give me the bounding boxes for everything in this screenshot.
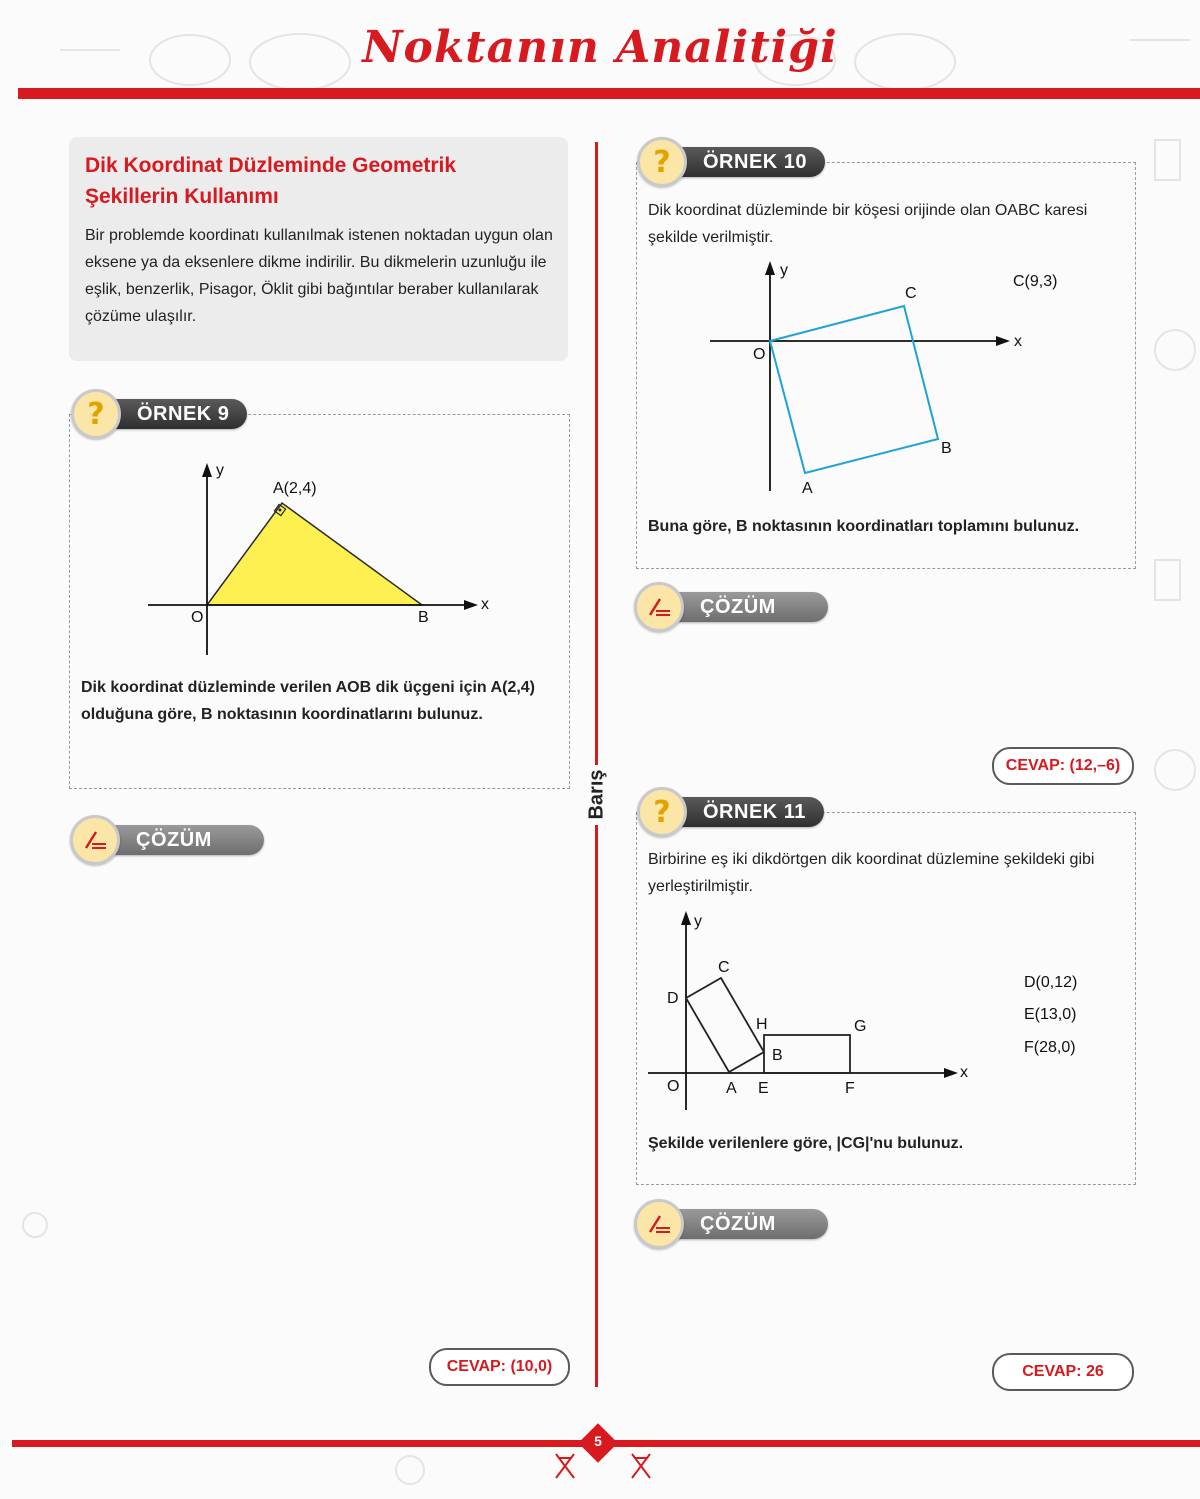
ex10-given-C: C(9,3): [1013, 273, 1058, 290]
info-title: Dik Koordinat Düzleminde Geometrik Şekillerin Kullanımı: [85, 154, 457, 208]
example11-intro: Birbirine eş iki dikdörtgen dik koordinat düzlemine şekildeki gibi yerleştirilmiştir.: [648, 851, 1095, 895]
question-icon: ?: [637, 137, 687, 187]
ex11-label-E: E: [758, 1080, 769, 1097]
ex9-label-O: O: [191, 609, 204, 626]
pencil-icon: [634, 1199, 684, 1249]
ex9-label-A: A(2,4): [273, 480, 317, 497]
example11-question: Şekilde verilenlere göre, |CG|'nu bulunuz.: [648, 1135, 964, 1152]
ex11-given-D: D(0,12): [1024, 974, 1078, 991]
ex11-label-x: x: [960, 1064, 968, 1081]
example9-answer: CEVAP: (10,0): [429, 1348, 570, 1386]
example9-figure: [140, 455, 500, 660]
ex11-label-D: D: [667, 990, 679, 1007]
example11-badge: ? ÖRNEK 11: [637, 795, 824, 829]
question-icon: ?: [71, 389, 121, 439]
example11-solution-badge: ÇÖZÜM: [634, 1207, 828, 1241]
example10-solution-badge: ÇÖZÜM: [634, 590, 828, 624]
example10-figure: [700, 255, 1040, 495]
ex9-label-y: y: [216, 462, 224, 479]
ex10-label-O: O: [753, 346, 766, 363]
ex11-given-E: E(13,0): [1024, 1006, 1077, 1023]
example10-answer: CEVAP: (12,–6): [992, 747, 1134, 785]
example9-solution-badge: ÇÖZÜM: [70, 823, 264, 857]
ex11-label-B: B: [772, 1047, 783, 1064]
pencil-icon: [634, 582, 684, 632]
ex11-label-C: C: [718, 959, 730, 976]
info-body: Bir problemde koordinatı kullanılmak istenen noktadan uygun olan eksene ya da eksenlere dikme indirilir. Bu dikmelerin uzunluğu ile eşlik, benzerlik, Pisagor, Öklit gibi bağıntılar beraber kullanılarak çözüme ulaşılır.: [85, 227, 553, 325]
ex9-label-B: B: [418, 609, 429, 626]
pencil-icon: [70, 815, 120, 865]
ex9-label-x: x: [481, 596, 489, 613]
ex11-label-O: O: [667, 1078, 680, 1095]
ex10-label-y: y: [780, 262, 788, 279]
example9-question: Dik koordinat düzleminde verilen AOB dik üçgeni için A(2,4) olduğuna göre, B noktasının koordinatlarını bulunuz.: [81, 679, 536, 723]
figure-icon-right: [629, 1452, 653, 1480]
ex10-label-C: C: [905, 285, 917, 302]
example9-badge: ? ÖRNEK 9: [71, 397, 247, 431]
top-red-bar: [18, 88, 1200, 99]
example10-intro: Dik koordinat düzleminde bir köşesi orijinde olan OABC karesi şekilde verilmiştir.: [648, 202, 1088, 246]
page-number: 5: [594, 1433, 602, 1449]
ex11-label-H: H: [756, 1016, 768, 1033]
question-icon: ?: [637, 787, 687, 837]
example11-answer: CEVAP: 26: [992, 1353, 1134, 1391]
ex10-label-x: x: [1014, 333, 1022, 350]
figure-icon-left: [553, 1452, 577, 1480]
ex11-label-y: y: [694, 913, 702, 930]
ex11-label-G: G: [854, 1018, 867, 1035]
ex10-label-A: A: [802, 480, 813, 497]
example11-figure: [640, 905, 980, 1115]
brand-logo: Barış: [573, 765, 621, 825]
page-title: Noktanın Analitiği: [362, 22, 838, 73]
ex11-label-A: A: [726, 1080, 737, 1097]
ex10-label-B: B: [941, 440, 952, 457]
example10-question: Buna göre, B noktasının koordinatları toplamını bulunuz.: [648, 518, 1080, 535]
example10-badge: ? ÖRNEK 10: [637, 145, 825, 179]
ex11-given-F: F(28,0): [1024, 1039, 1076, 1056]
ex11-label-F: F: [845, 1080, 855, 1097]
